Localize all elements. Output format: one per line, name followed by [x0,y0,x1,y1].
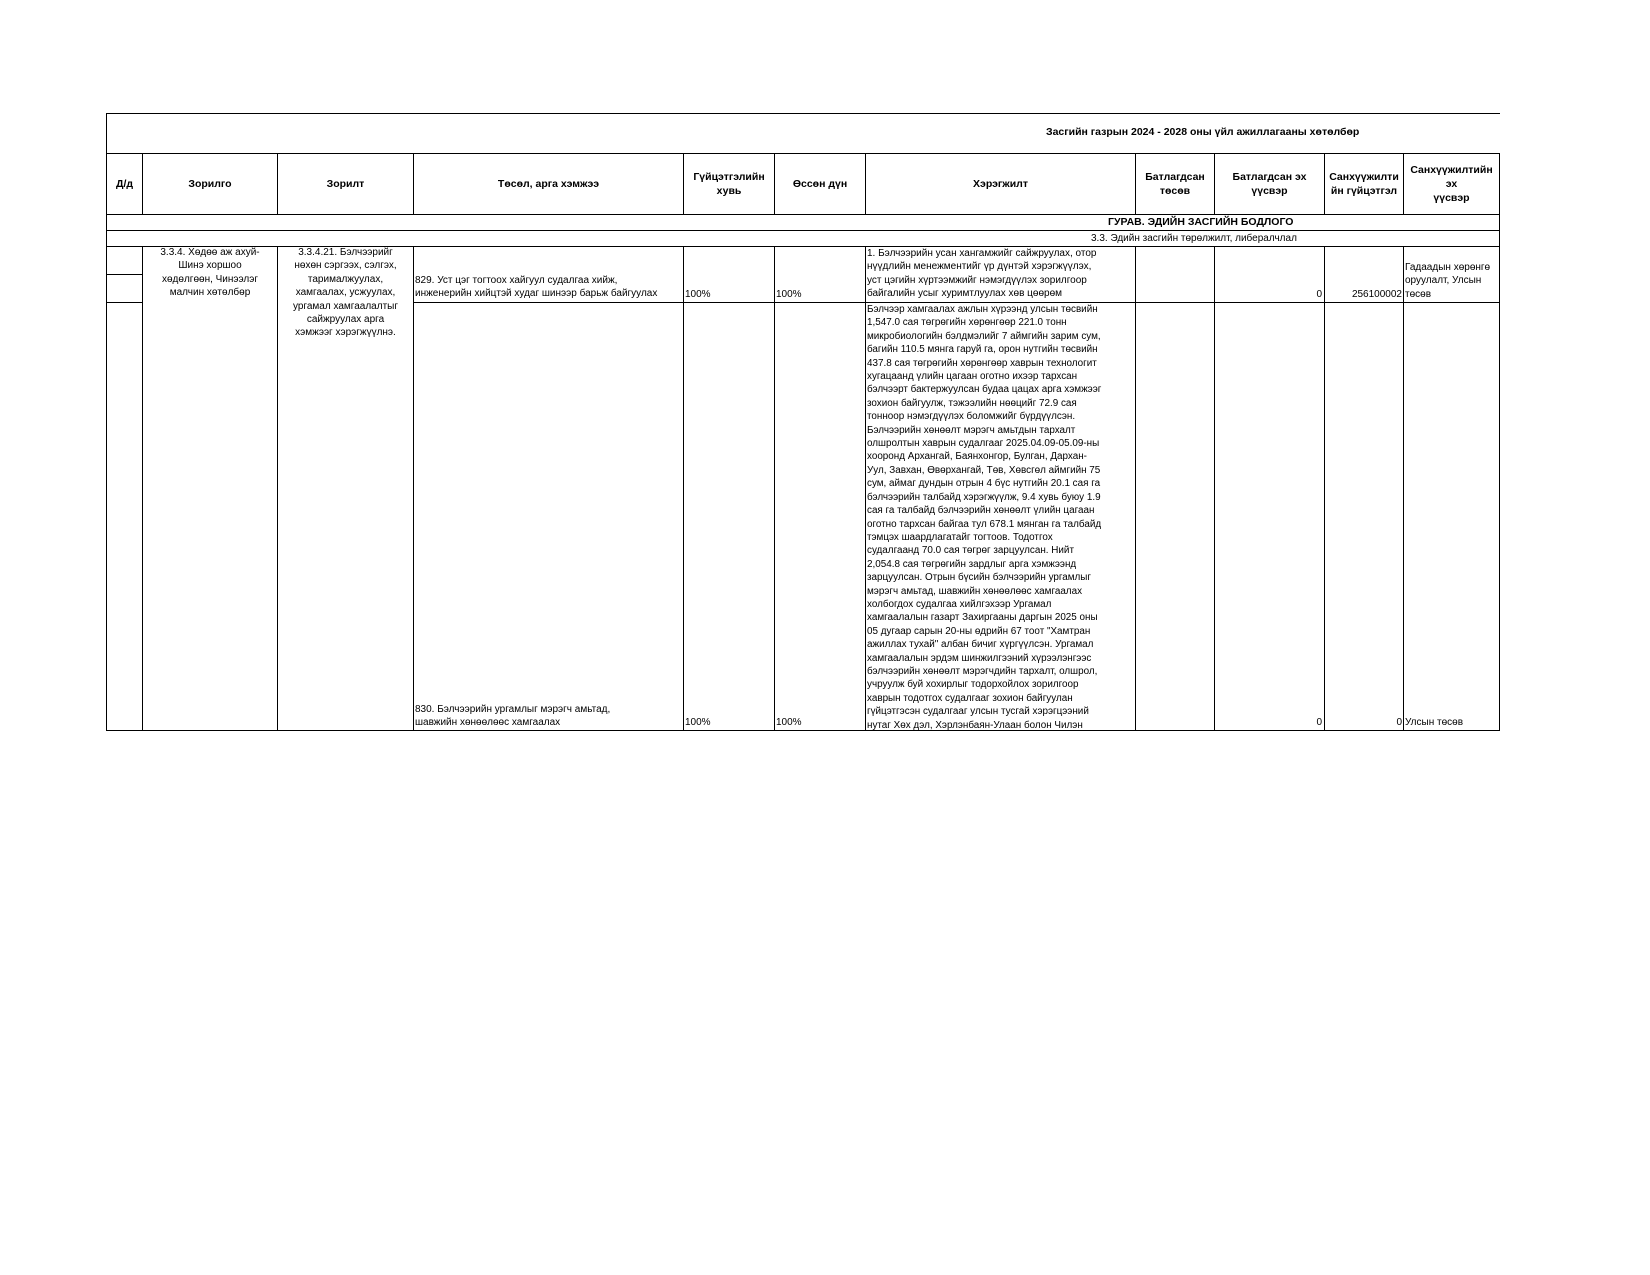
border-row1-bottom-left [106,302,142,303]
header-project: Төсөл, арга хэмжээ [497,178,600,190]
header-goal: Зорилго [188,178,232,190]
header-approved-budget: Батлагдсан төсөв [1145,171,1205,197]
col-line [683,246,684,731]
border-right [1499,153,1500,731]
implementation-cell: 1. Бэлчээрийн усан хангамжийг сайжруулах, отор нүүдлийн менежментийг үр дүнтэй хэрэгжүүлэх, уст цэгийн хүртээмжийг нэмэгдүүлэх зорилгоор байгалийн усыг хуримтлуулах хөв цөөрөм [867,248,1097,300]
finance-source-cell: Улсын төсөв [1405,717,1464,728]
header-percent: Гүйцэтгэлийн хувь [693,171,765,197]
header-objective: Зорилт [326,178,365,190]
header-cumulative: Өссөн дүн [792,178,848,190]
finance-exec-cell: 256100002 [1351,289,1402,300]
report-sheet [106,113,1500,731]
header-finance-source: Санхүүжилтийн эх үүсвэр [1410,164,1493,204]
border-row1-mid [106,274,142,275]
col-line [1135,246,1136,731]
finance-exec-cell: 0 [1396,717,1402,728]
header-no: Д/д [115,178,134,190]
col-line [413,246,414,731]
header-approved-source: Батлагдсан эх үүсвэр [1232,171,1307,197]
col-line [1403,246,1404,731]
objective-cell: 3.3.4.21. Бэлчээрийг нөхөн сэргээх, сэлгэх, тарималжуулах, хамгаалах, усжуулах, ургамал хамгаалалтыг сайжруулах арга хэмжээг хэрэгжүүлнэ. [292,247,398,339]
border-bottom [106,730,1500,731]
project-cell: 830. Бэлчээрийн ургамлыг мэрэгч амьтад, шавжийн хөнөөлөөс хамгаалах [415,704,611,729]
implementation-cell: Бэлчээр хамгаалах ажлын хүрээнд улсын төсвийн 1,547.0 сая төгрөгийн хөрөнгөөр 221.0 тонн микробиологийн бэлдмэлийг 7 аймгийн зарим сум, багийн 110.5 мянга гаруй га, орон нутгийн төсвийн 437.8 сая төгрөгийн хөрөнгөөр хаврын технологит хугацаанд үлийн цагаан оготно ихээр тархсан бэлчээрт бактержуулсан будаа цацах арга хэмжээг зохион байгуулж, тэжээлийн нөөцийг 72.9 сая тонноор нэмэгдүүлэх боломжийг бүрдүүлсэн. Бэлчээрийн хөнөөлт мэрэгч амьтдын тархалт олшролтын хаврын судалгааг 2025.04.09-05.09-ны хооронд Архангай, Баянхонгор, Булган, Дархан- Уул, Завхан, Өвөрхангай, Төв, Хөвсгөл аймгийн 75 сум, аймаг дундын отрын 4 бүс нутгийн 20.1 сая га бэлчээрийн талбайд хэрэгжүүлж, 9.4 хувь буюу 1.9 сая га талбайд бэлчээрийн хөнөөлт үлийн цагаан оготно тархсан байгаа тул 678.1 мянган га талбайд тэмцэх шаардлагатайг тогтоов. Тодотгох судалгаанд 70.0 сая төгрөг зарцуулсан. Нийт 2,054.8 сая төгрөгийн зардлыг арга хэмжээнд зарцуулсан. Отрын бүсийн бэлчээрийн ургамлыг мэрэгч амьтад, шавжийн хөнөөлөөс хамгаалах холбогдох судалгаа хийлгэхээр Ургамал хамгаалалын газарт Захиргааны даргын 2025 оны 05 дугаар сарын 20-ны өдрийн 67 тоот "Хамтран ажиллах тухай" албан бичиг хүргүүлсэн. Ургамал хамгаалалын эрдэм шинжилгээний хүрээлэнгээс бэлчээрийн хөнөөлт мэрэгчдийн тархалт, олшрол, учруулж буй хохирлыг тодорхойлох зорилгоор хаврын тодотгох судалгааг зохион байгуулан гүйцэтгэсэн судалгааг улсын тусгай хэрэгцээний нутаг Хөх дэл, Хэрлэнбаян-Улаан болон Чилэн [867,304,1102,730]
header-finance-exec: Санхүүжилти йн гүйцэтгэл [1329,171,1399,197]
section-heading: ГУРАВ. ЭДИЙН ЗАСГИЙН БОДЛОГО [1108,216,1294,228]
col-line [142,246,143,731]
header-implementation: Хэрэгжилт [973,178,1028,190]
subsection-heading: 3.3. Эдийн засгийн төрөлжилт, либералчлал [1091,233,1297,244]
percent-cell: 100% [685,289,711,300]
cumulative-cell: 100% [776,289,802,300]
col-line [1214,246,1215,731]
border-top [106,113,1500,114]
goal-cell: 3.3.4. Хөдөө аж ахуй- Шинэ хоршоо хөдөлгөөн, Чинээлэг малчин хөтөлбөр [160,247,260,299]
cumulative-cell: 100% [776,717,802,728]
percent-cell: 100% [685,717,711,728]
approved-source-cell: 0 [1316,717,1322,728]
col-line [865,246,866,731]
project-cell: 829. Уст цэг тогтоох хайгуул судалгаа хийж, инженерийн хийцтэй худаг шинээр барьж байгуулах [415,275,658,300]
finance-source-cell: Гадаадын хөрөнгө оруулалт, Улсын төсөв [1405,262,1491,300]
col-line [1324,246,1325,731]
approved-source-cell: 0 [1316,289,1322,300]
page-title: Засгийн газрын 2024 - 2028 оны үйл ажиллагааны хөтөлбөр [1046,126,1360,138]
col-line [774,246,775,731]
